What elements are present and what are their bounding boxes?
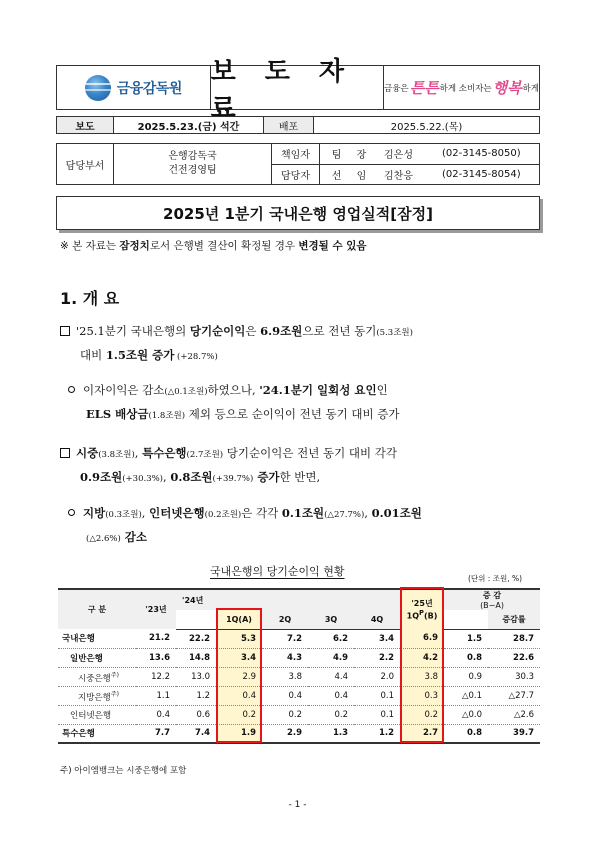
- table-cell: 1.2: [176, 686, 216, 705]
- contact-role: 책임자: [272, 144, 320, 164]
- header-change-rate: 증감률: [488, 610, 540, 629]
- table-cell: 13.6: [136, 648, 176, 667]
- table-cell: 30.3: [488, 667, 540, 686]
- slogan-pre: 금융은: [383, 83, 409, 94]
- table-cell: 3.4: [216, 648, 262, 667]
- paragraph-2: 이자이익은 감소(△0.1조원)하였으나, '24.1분기 일회성 요인인 ELS 배상금(1.8조원) 제외 등으로 순이익이 전년 동기 대비 증가: [68, 379, 400, 427]
- table-cell: 4.4: [308, 667, 354, 686]
- slogan: [384, 66, 539, 109]
- contact-position: 팀 장: [331, 150, 373, 162]
- table-title: 국내은행의 당기순이익 현황: [210, 565, 345, 578]
- slogan-highlight-1: 튼튼: [409, 79, 439, 97]
- table-cell: 0.3: [400, 686, 444, 705]
- table-cell: 5.3: [216, 629, 262, 648]
- table-cell: 1.9: [216, 724, 262, 743]
- fss-globe-icon: [85, 75, 111, 101]
- table-row: [58, 648, 540, 667]
- table-cell: 0.4: [136, 705, 176, 724]
- table-footnote: 주) 아이엠뱅크는 시중은행에 포함: [60, 766, 187, 776]
- table-cell: 0.4: [308, 686, 354, 705]
- table-cell: 6.2: [308, 629, 354, 648]
- table-cell: 0.2: [262, 705, 308, 724]
- table-cell: 0.4: [262, 686, 308, 705]
- slogan-mid: 하게 소비자는: [439, 83, 492, 94]
- table-cell: 3.8: [400, 667, 444, 686]
- header-gubun: 구 분: [58, 589, 136, 629]
- header-change: 증 감 (B−A): [444, 589, 540, 610]
- press-release-title: 보 도 자 료: [211, 66, 384, 109]
- contact-name: 김은성: [384, 150, 413, 162]
- header-2023: '23년: [136, 589, 176, 629]
- paragraph-4: 지방(0.3조원), 인터넷은행(0.2조원)은 각각 0.1조원(△27.7%), 0.01조원 (△2.6%) 감소: [68, 502, 422, 550]
- square-bullet-icon: [60, 326, 70, 336]
- table-cell: 1.1: [136, 686, 176, 705]
- department-team: [114, 144, 272, 184]
- table-cell: 0.9: [444, 667, 488, 686]
- department-team-line2: 건전경영팀: [168, 165, 217, 176]
- table-cell: 0.8: [444, 724, 488, 743]
- row-name: 지방은행$^{주)}$: [58, 686, 136, 705]
- table-cell: 14.8: [176, 648, 216, 667]
- table-cell: 0.1: [354, 705, 400, 724]
- table-cell: 2.9: [262, 724, 308, 743]
- row-name: 특수은행: [58, 724, 136, 743]
- table-cell: 0.2: [216, 705, 262, 724]
- table-cell: 3.8: [262, 667, 308, 686]
- department-team-line1: 은행감독국: [168, 151, 217, 162]
- table-cell: 0.2: [400, 705, 444, 724]
- distribution-label: 배포: [264, 117, 314, 133]
- table-cell: 2.7: [400, 724, 444, 743]
- fss-logo-text: 금융감독원: [116, 80, 182, 97]
- contacts: [272, 144, 539, 184]
- table-cell: △2.6: [488, 705, 540, 724]
- press-release-header: [56, 56, 540, 124]
- table-cell: 7.7: [136, 724, 176, 743]
- header-2024-1q: 1Q(A): [216, 610, 262, 629]
- table-cell: 1.5: [444, 629, 488, 648]
- table-cell: 1.2: [354, 724, 400, 743]
- table-cell: 2.0: [354, 667, 400, 686]
- table-cell: 0.6: [176, 705, 216, 724]
- table-cell: 2.9: [216, 667, 262, 686]
- net-income-table: [58, 588, 540, 744]
- slogan-highlight-2: 행복: [492, 79, 522, 97]
- header-2024-4q: 4Q: [354, 610, 400, 629]
- table-cell: 4.2: [400, 648, 444, 667]
- header-2025-1q: '25년 $1Q^P(B)$: [400, 589, 444, 629]
- table-unit: (단위 : 조원, %): [468, 574, 523, 583]
- header-2024: '24년: [176, 589, 400, 610]
- contact-role: 담당자: [272, 165, 320, 185]
- contact-position: 선 임: [331, 170, 373, 182]
- header-2024-3q: 3Q: [308, 610, 354, 629]
- paragraph-3: 시중(3.8조원), 특수은행(2.7조원) 당기순이익은 전년 동기 대비 각각 0.9조원(+30.3%), 0.8조원(+39.7%) 증가한 반면,: [60, 442, 397, 490]
- section-heading: 1. 개 요: [60, 289, 120, 308]
- table-cell: 7.4: [176, 724, 216, 743]
- department-label: 담당부서: [57, 144, 114, 184]
- table-cell: 4.3: [262, 648, 308, 667]
- release-date: 2025.5.23.(금) 석간: [114, 117, 264, 133]
- contact-name: 김찬응: [384, 170, 413, 182]
- department-block: [56, 143, 540, 185]
- table-cell: 3.4: [354, 629, 400, 648]
- table-cell: 0.2: [308, 705, 354, 724]
- contact-phone: (02-3145-8054): [442, 168, 521, 180]
- paragraph-1: '25.1분기 국내은행의 당기순이익은 6.9조원으로 전년 동기(5.3조원) 대비 1.5조원 증가 (+28.7%): [60, 320, 413, 368]
- contact-row: [272, 165, 539, 185]
- table-cell: 28.7: [488, 629, 540, 648]
- table-cell: 4.9: [308, 648, 354, 667]
- release-label: 보도: [57, 117, 114, 133]
- row-name: 시중은행$^{주)}$: [58, 667, 136, 686]
- table-cell: 6.9: [400, 629, 444, 648]
- contact-phone: (02-3145-8050): [442, 148, 521, 160]
- document-title: 2025년 1분기 국내은행 영업실적[잠정]: [56, 196, 540, 230]
- circle-bullet-icon: [68, 386, 75, 393]
- table-cell: 39.7: [488, 724, 540, 743]
- table-cell: △0.0: [444, 705, 488, 724]
- table-cell: 1.3: [308, 724, 354, 743]
- release-row: [56, 116, 540, 134]
- table-cell: 13.0: [176, 667, 216, 686]
- page-number: - 1 -: [288, 800, 307, 810]
- header-2024-2q: 2Q: [262, 610, 308, 629]
- table-cell: 0.8: [444, 648, 488, 667]
- table-cell: 21.2: [136, 629, 176, 648]
- contact-row: [272, 144, 539, 165]
- circle-bullet-icon: [68, 509, 75, 516]
- table-cell: 0.4: [216, 686, 262, 705]
- table-cell: 22.2: [176, 629, 216, 648]
- table-cell: △0.1: [444, 686, 488, 705]
- table-cell: 2.2: [354, 648, 400, 667]
- table-row: [58, 686, 540, 705]
- table-cell: 0.1: [354, 686, 400, 705]
- square-bullet-icon: [60, 448, 70, 458]
- table-row: [58, 629, 540, 648]
- row-name: 국내은행: [58, 629, 136, 648]
- table-cell: △27.7: [488, 686, 540, 705]
- table-cell: 22.6: [488, 648, 540, 667]
- table-row: [58, 724, 540, 743]
- distribution-date: 2025.5.22.(목): [390, 121, 463, 133]
- slogan-post: 하게: [522, 83, 539, 94]
- fss-logo: [57, 66, 211, 109]
- table-cell: 7.2: [262, 629, 308, 648]
- row-name: 인터넷은행: [58, 705, 136, 724]
- provisional-notice: ※ 본 자료는 잠정치로서 은행별 결산이 확정될 경우 변경될 수 있음: [60, 240, 367, 252]
- table-row: [58, 705, 540, 724]
- table-row: [58, 667, 540, 686]
- row-name: 일반은행: [58, 648, 136, 667]
- table-cell: 12.2: [136, 667, 176, 686]
